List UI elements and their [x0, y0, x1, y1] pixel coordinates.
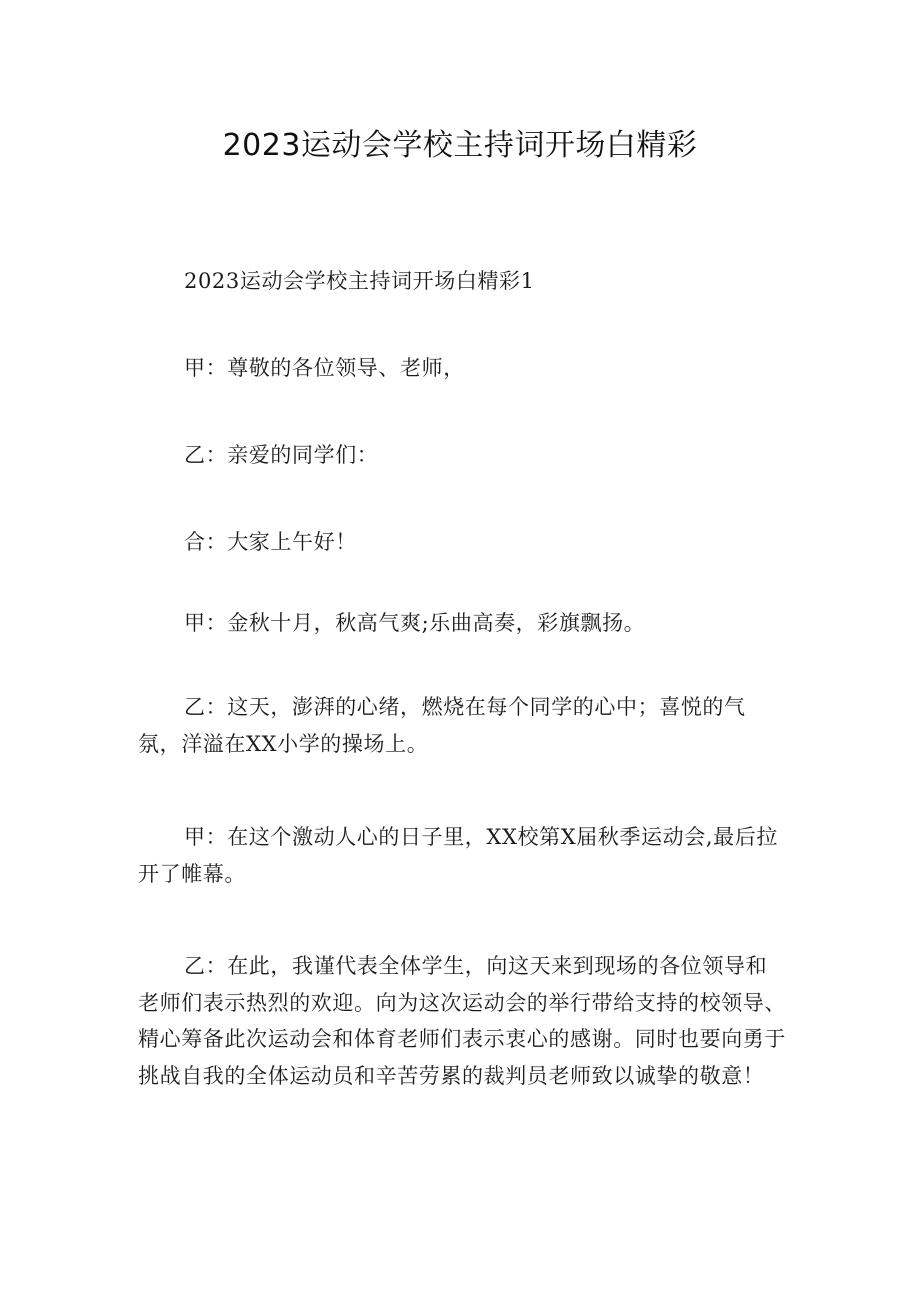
- paragraph: 乙：在此，我谨代表全体学生，向这天来到现场的各位领导和老师们表示热烈的欢迎。向为这次运动会的举行带给支持的校领导、精心筹备此次运动会和体育老师们表示衷心的感谢。同时也要向勇于挑战自我的全体运动员和辛苦劳累的裁判员老师致以诚挚的敬意！: [138, 954, 786, 1088]
- paragraph: 乙：亲爱的同学们：: [184, 443, 379, 467]
- paragraph: 合：大家上午好！: [184, 530, 357, 554]
- paragraph: 甲：金秋十月，秋高气爽;乐曲高奏，彩旗飘扬。: [184, 611, 646, 635]
- paragraph: 甲：在这个激动人心的日子里，XX校第X届秋季运动会,最后拉开了帷幕。: [138, 825, 778, 886]
- document-title: 2023运动会学校主持词开场白精彩: [222, 128, 698, 163]
- paragraph: 乙：这天，澎湃的心绪，燃烧在每个同学的心中；喜悦的气氛，洋溢在XX小学的操场上。: [138, 695, 746, 756]
- paragraph: 甲：尊敬的各位领导、老师，: [184, 356, 465, 380]
- section-heading: 2023运动会学校主持词开场白精彩1: [184, 269, 535, 293]
